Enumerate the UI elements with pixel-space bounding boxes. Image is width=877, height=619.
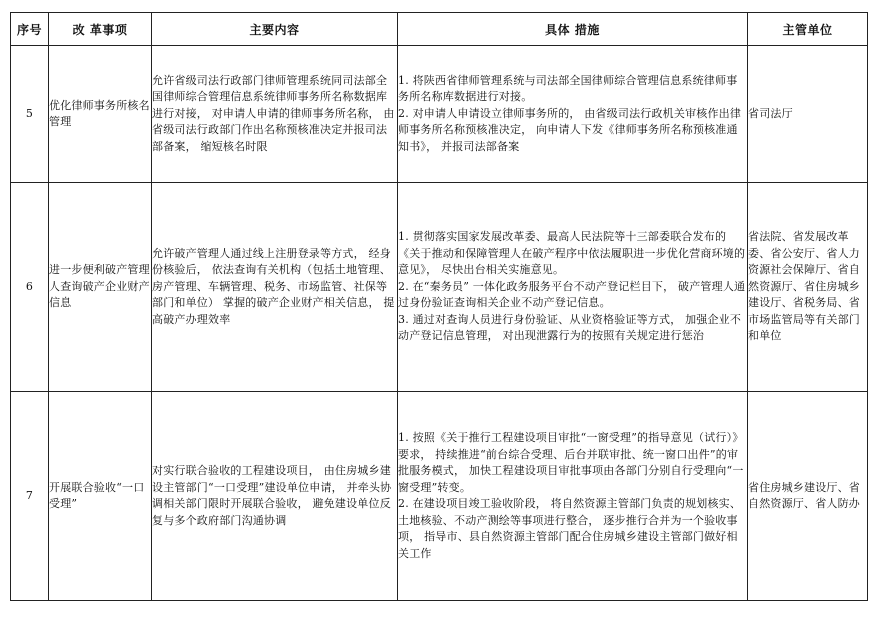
row-content: 对实行联合验收的工程建设项目， 由住房城乡建设主管部门“一口受理”建设单位申请， 并牵头协调相关部门限时开展联合验收， 避免建设单位反复与多个政府部门沟通协调 bbox=[152, 392, 398, 601]
row-dept: 省司法厅 bbox=[748, 46, 868, 183]
header-dept: 主管单位 bbox=[748, 13, 868, 46]
row-item: 进一步便利破产管理人查询破产企业财产信息 bbox=[49, 183, 152, 392]
measure-item: 3. 通过对查询人员进行身份验证、从业资格验证等方式， 加强企业不动产登记信息管理， 对出现泄露行为的按照有关规定进行惩治 bbox=[398, 312, 742, 343]
table-row bbox=[11, 392, 868, 601]
row-content: 允许破产管理人通过线上注册登录等方式， 经身份核验后， 依法查询有关机构（包括土地管理、房产管理、车辆管理、税务、市场监管、社保等部门和单位） 掌握的破产企业财产相关信息， 提高破产办理效率 bbox=[152, 183, 398, 392]
row-measures bbox=[398, 183, 748, 392]
row-seq: 5 bbox=[11, 46, 49, 183]
row-measures bbox=[398, 46, 748, 183]
header-seq: 序号 bbox=[11, 13, 49, 46]
row-item: 开展联合验收“一口受理” bbox=[49, 392, 152, 601]
header-measures: 具体 措施 bbox=[398, 13, 748, 46]
row-seq: 7 bbox=[11, 392, 49, 601]
row-dept: 省住房城乡建设厅、省自然资源厅、省人防办 bbox=[748, 392, 868, 601]
measure-item: 2. 在建设项目竣工验收阶段， 将自然资源主管部门负责的规划核实、土地核验、不动产测绘等事项进行整合， 逐步推行合并为一个验收事项， 指导市、县自然资源主管部门配合住房城乡建设主管部门做好相关工作 bbox=[398, 497, 742, 560]
row-item: 优化律师事务所核名管理 bbox=[49, 46, 152, 183]
measure-item: 2. 对申请人申请设立律师事务所的， 由省级司法行政机关审核作出律师事务所名称预核准决定， 向申请人下发《律师事务所名称预核准通知书》， 并报司法部备案 bbox=[398, 106, 742, 153]
measure-item: 1. 贯彻落实国家发展改革委、最高人民法院等十三部委联合发布的《关于推动和保障管理人在破产程序中依法履职进一步优化营商环境的意见》， 尽快出台相关实施意见。 bbox=[398, 230, 746, 277]
header-item: 改 革事项 bbox=[49, 13, 152, 46]
reform-items-table bbox=[10, 12, 868, 601]
table-row bbox=[11, 183, 868, 392]
table-header-row bbox=[11, 13, 868, 46]
header-content: 主要内容 bbox=[152, 13, 398, 46]
row-seq: 6 bbox=[11, 183, 49, 392]
table-row bbox=[11, 46, 868, 183]
measure-item: 1. 按照《关于推行工程建设项目审批“一窗受理”的指导意见（试行）》要求， 持续推进“前台综合受理、后台并联审批、统一窗口出件”的审批服务模式， 加快工程建设项目审批事项由各部门分别自行受理向“一窗受理”转变。 bbox=[398, 431, 744, 494]
measure-item: 2. 在“秦务员” 一体化政务服务平台不动产登记栏目下， 破产管理人通过身份验证查询相关企业不动产登记信息。 bbox=[398, 279, 746, 310]
row-dept: 省法院、省发展改革委、省公安厅、省人力资源社会保障厅、省自然资源厅、省住房城乡建设厅、省税务局、省市场监管局等有关部门和单位 bbox=[748, 183, 868, 392]
measure-item: 1. 将陕西省律师管理系统与司法部全国律师综合管理信息系统律师事务所名称库数据进行对接。 bbox=[398, 73, 738, 104]
row-measures bbox=[398, 392, 748, 601]
row-content: 允许省级司法行政部门律师管理系统同司法部全国律师综合管理信息系统律师事务所名称数据库进行对接， 对申请人申请的律师事务所名称， 由省级司法行政部门作出名称预核准决定并报司法部备案， 缩短核名时限 bbox=[152, 46, 398, 183]
document-page bbox=[10, 12, 867, 601]
